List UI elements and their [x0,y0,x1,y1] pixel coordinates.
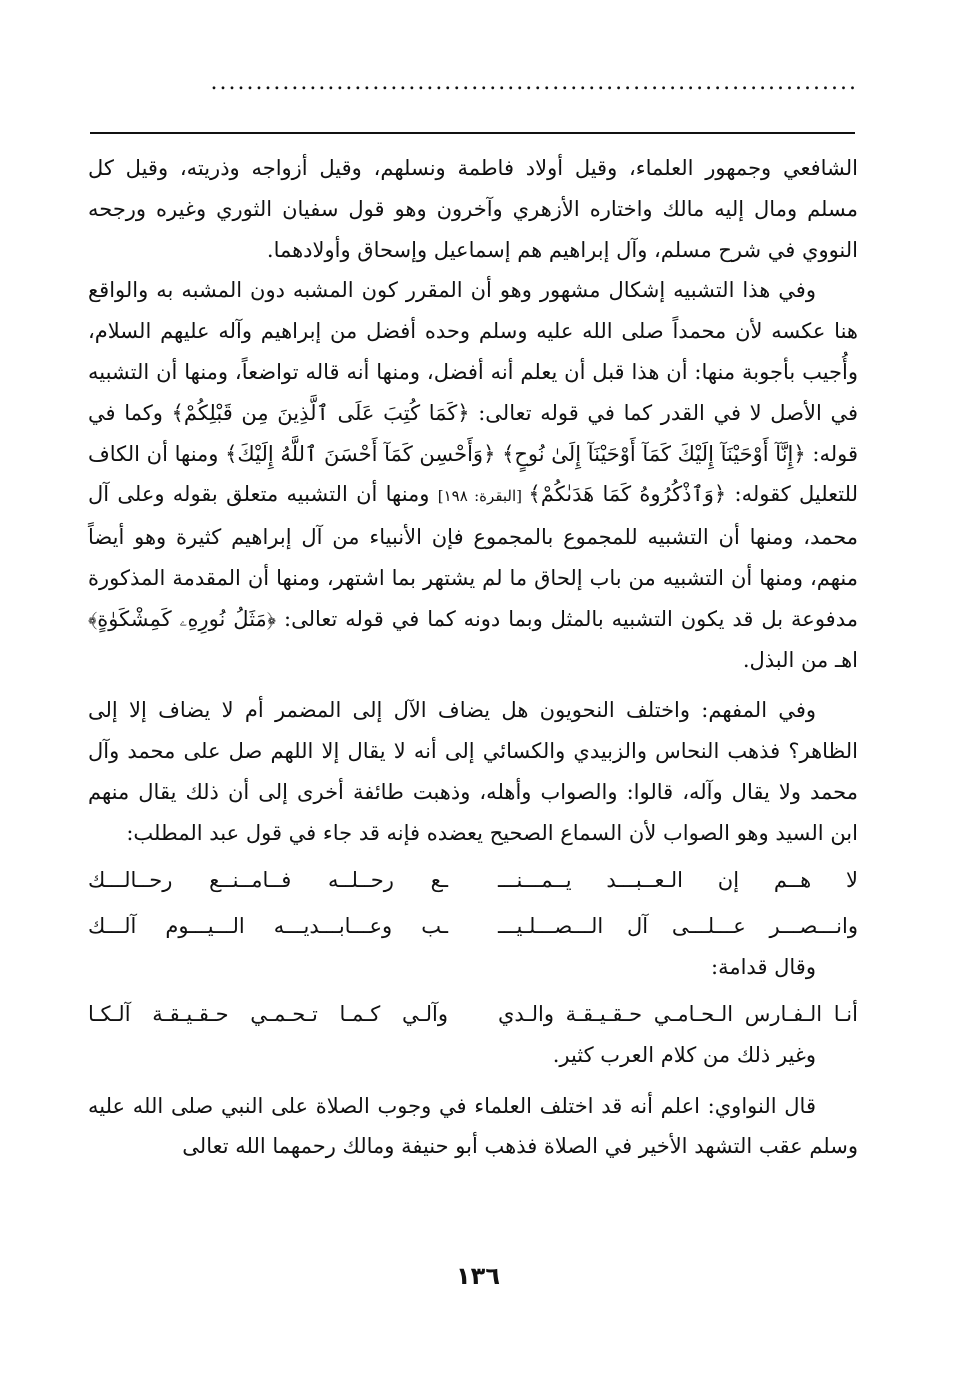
page-body [88,148,858,1167]
verse-2-second-hemistich: ـب وعـــابـــديـــه الـــيـــوم آلـــك [88,914,448,939]
quran-quote-2: ﴿إِنَّآ أَوْحَيْنَآ إِلَيْكَ كَمَآ أَوْحَيْنَآ إِلَىٰ نُوحٍ﴾ [502,441,806,466]
paragraph-2-text-c: ومنها أن الكاف للتعليل كقوله: [88,441,858,507]
quran-quote-1: ﴿كَمَا كُتِبَ عَلَى ٱلَّذِينَ مِن قَبْلِكُمْ﴾ [171,400,470,425]
paragraph-2 [88,270,858,680]
poem-verse-1 [88,860,858,901]
after-verse-note: وغير ذلك من كلام العرب كثير. [552,1042,816,1067]
header-dotted-line: ........................................................................ [210,70,858,95]
paragraph-2-text-a: وفي هذا التشبيه إشكال مشهور وهو أن المقرر كون المشبه دون المشبه به والواقع هنا عكسه لأن محمداً صلى الله عليه وسلم وحده أفضل من إبراهيم وآله عليهم السلام، وأُجيب بأجوبة منها: أن هذا قبل أن يعلم أنه أفضل، ومنها أنه قاله تواضعاً، ومنها أن التشبيه في الأصل لا في القدر كما في قوله تعالى: [88,278,859,425]
page-number: ١٣٦ [456,1262,500,1290]
header-rule [90,132,855,134]
poem-verse-2 [88,906,858,947]
verse-2-first-hemistich: وانـــصـــر عـــلـــى آل الـــصـــلـيـــ [498,914,858,939]
verse-3-first-hemistich: أنـا الـفـارس الـحـامـي حـقـيـقـة والـدي [498,1001,858,1026]
paragraph-2-text-b: وكما في قوله: [88,400,858,466]
quran-quote-3: ﴿وَأَحْسِن كَمَآ أَحْسَنَ ٱللَّهُ إِلَيْكَ﴾ [225,441,503,466]
verse-intro-qudama: وقال قدامة: [711,955,816,980]
poem-verse-3 [88,994,858,1035]
paragraph-1: الشافعي وجمهور العلماء، وقيل أولاد فاطمة ونسلهم، وقيل أزواجه وذريته، وقيل كل مسلم ومال إليه مالك واختاره الأزهري وآخرون وهو قول سفيان الثوري وغيره ورجحه النووي في شرح مسلم، وآل إبراهيم هم إسماعيل وإسحاق وأولادهما. [88,156,858,262]
quran-quote-5: ﴿مَثَلُ نُورِهِۦ كَمِشْكَوٰةٍ﴾ [88,606,277,631]
verse-1-first-hemistich: لا هــم إن الـعــبـــد يــمـــنـــ [498,867,858,892]
paragraph-2-text-d: ومنها أن التشبيه متعلق بقوله وعلى آل محمد، ومنها أن التشبيه للمجموع بالمجموع فإن الأنبياء من آل إبراهيم كثيرة وهو أيضاً منهم، ومنها أن التشبيه من باب إلحاق ما لم يشتهر بما اشتهر، ومنها أن المقدمة المذكورة مدفوعة بل قد يكون التشبيه بالمثل وبما دونه كما في قوله تعالى: [88,482,858,631]
quran-reference: [البقرة: ١٩٨] [437,487,529,506]
paragraph-3: وفي المفهم: واختلف النحويون هل يضاف الآل إلى المضمر أم لا يضاف إلا إلى الظاهر؟ فذهب النحاس والزبيدي والكسائي إلى أنه لا يقال إلا اللهم صل على محمد وآل محمد ولا يقال وآله، قالوا: والصواب وأهله، وذهبت طائفة أخرى إلى أن ذلك يقال منهم ابن السيد وهو الصواب لأن السماع الصحيح يعضده فإنه قد جاء في قول عبد المطلب: [88,698,858,845]
quran-quote-4: ﴿وَٱذْكُرُوهُ كَمَا هَدَىٰكُمْ﴾ [528,482,727,507]
paragraph-4: قال النواوي: اعلم أنه قد اختلف العلماء في وجوب الصلاة على النبي صلى الله عليه وسلم عقب التشهد الأخير في الصلاة فذهب أبو حنيفة ومالك رحمهما الله تعالى [88,1093,858,1159]
verse-3-second-hemistich: وآلـي كـمـا تـحـمـي حـقـيـقـة آلـكـا [88,1001,448,1026]
verse-1-second-hemistich: ـع رحــلــه فــامــنــع رحــالـــك [88,867,448,892]
paragraph-2-text-e: اهـ من البذل. [742,647,858,672]
